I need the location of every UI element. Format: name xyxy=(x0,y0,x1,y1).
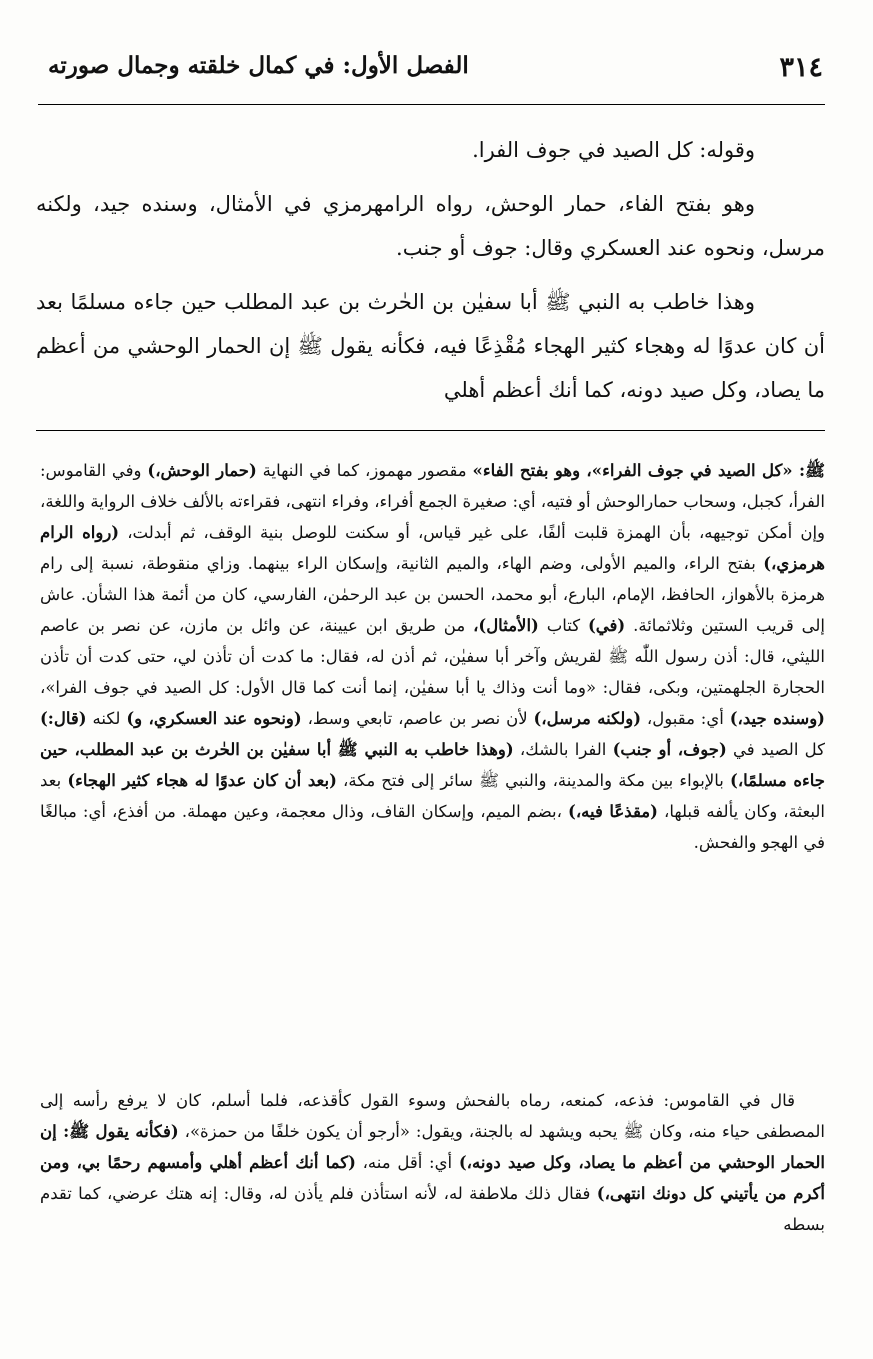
commentary-paragraph xyxy=(40,455,825,858)
commentary-quote: (ولكنه مرسل،) xyxy=(533,709,642,728)
commentary-text: وفي القاموس: الفرأ، كجبل، وسحاب حمارالوحش أو فتيه، أي: صغيرة الجمع أفراء، وفراء انتهى، فقراءته بالألف خلاف الرواية واللغة، وإن أمكن توجيهه، بأن الهمزة قلبت ألفًا، على غير قياس، أو سكنت للوصل بنية الوقف، ثم أبدلت، xyxy=(40,461,826,542)
commentary-quote: (وهذا خاطب به النبي ﷺ أبا سفيٰن بن الحٰرث بن عبد المطلب، حين جاءه مسلمًا،) xyxy=(40,740,825,790)
commentary-quote: (رواه الرام هرمزي،) xyxy=(40,523,825,573)
commentary-quote: (حمار الوحش،) xyxy=(147,461,257,480)
commentary-quote: (بعد أن كان عدوًا له هجاء كثير الهجاء) xyxy=(67,771,337,790)
matn-paragraph: وهو بفتح الفاء، حمار الوحش، رواه الرامهرمزي في الأمثال، وسنده جيد، ولكنه مرسل، ونحوه عند العسكري وقال: جوف أو جنب. xyxy=(36,192,825,260)
page-number: ٣١٤ xyxy=(779,52,823,83)
commentary-text: من طريق ابن عيينة، عن وائل بن مازن، عن نصر بن عاصم الليثي، قال: أذن رسول اللّٰه ﷺ لقريش وآخر أبا سفيٰن، ثم أذن له، فقال: ما كدت أن تأذن لي، حتى كدت أن تأذن الحجارة الجلهمتين، وبكى، فقال: «وما أنت وذاك يا أبا سفيٰن، إنما أنت كما قال الأول: كل الصيد في جوف الفرا»، xyxy=(40,616,825,697)
commentary-text: لكنه xyxy=(86,709,127,728)
running-header xyxy=(0,52,873,96)
commentary-continued xyxy=(40,1085,825,1240)
header-rule xyxy=(38,104,825,105)
commentary-text: كتاب xyxy=(538,616,588,635)
commentary-quote: (ونحوه عند العسكري، و) xyxy=(126,709,302,728)
commentary-quote: (جوف، أو جنب) xyxy=(612,740,727,759)
commentary-quote: (في) xyxy=(587,616,626,635)
commentary-text: كل الصيد في xyxy=(726,740,825,759)
commentary-text: بعد البعثة، وكان يألفه قبلها، xyxy=(40,771,826,821)
commentary-text: قال في القاموس: فذعه، كمنعه، رماه بالفحش وسوء القول كأقذعه، فلما أسلم، كان لا يرفع رأسه إلى المصطفى حياء منه، وكان ﷺ يحبه ويشهد له بالجنة، ويقول: «أرجو أن يكون خلفًا من حمزة»، xyxy=(40,1091,825,1141)
commentary-quote: (كما أنك أعظم أهلي وأمسهم رحمًا بي، ومن أكرم من يأتيني كل دونك انتهى،) xyxy=(40,1153,825,1203)
commentary-paragraph xyxy=(40,1085,825,1240)
commentary-quote: (مقذعًا فيه،) xyxy=(568,802,658,821)
commentary-separator xyxy=(36,430,825,431)
commentary-text: لأن نصر بن عاصم، تابعي وسط، xyxy=(301,709,534,728)
commentary-quote: ﷺ: «كل الصيد في جوف الفراء»، وهو بفتح الفاء» xyxy=(472,461,826,480)
commentary-text: بفتح الراء، والميم الأولى، وضم الهاء، والميم الثانية، وإسكان الراء بينهما. وزاي منقوطة، نسبة إلى رام هرمزة بالأهواز، الحافظ، الإمام، البارع، أبو محمد، الحسن بن عبد الرحمٰن، الفارسي، كان من أئمة هذا الشأن. عاش إلى قريب الستين وثلاثمائة. xyxy=(40,554,825,635)
commentary-text: أي: أقل منه، xyxy=(355,1153,459,1172)
commentary-text: فقال ذلك ملاطفة له، لأنه استأذن فلم يأذن له، وقال: إنه هتك عرضي، كما تقدم بسطه xyxy=(40,1184,825,1234)
commentary-text: أي: مقبول، xyxy=(641,709,730,728)
commentary xyxy=(40,455,825,858)
commentary-quote: (الأمثال)، xyxy=(473,616,539,635)
commentary-text: مقصور مهموز، كما في النهاية xyxy=(256,461,473,480)
matn-paragraph: وقوله: كل الصيد في جوف الفرا. xyxy=(472,138,755,162)
commentary-quote: (قال:) xyxy=(40,709,87,728)
main-text xyxy=(36,128,825,422)
commentary-text: بالإبواء بين مكة والمدينة، والنبي ﷺ سائر إلى فتح مكة، xyxy=(336,771,731,790)
matn-paragraph: وهذا خاطب به النبي ﷺ أبا سفيٰن بن الحٰرث بن عبد المطلب حين جاءه مسلمًا بعد أن كان عدوًا له وهجاء كثير الهجاء مُقْذِعًا فيه، فكأنه يقول ﷺ إن الحمار الوحشي من أعظم ما يصاد، وكل صيد دونه، كما أنك أعظم أهلي xyxy=(36,290,825,402)
commentary-text: ،بضم الميم، وإسكان القاف، وذال معجمة، وعين مهملة. من أفذع، أي: مبالغًا في الهجو والفحش. xyxy=(40,802,825,852)
commentary-text: الفرا بالشك، xyxy=(513,740,613,759)
commentary-quote: (وسنده جيد،) xyxy=(729,709,825,728)
chapter-title: الفصل الأول: في كمال خلقته وجمال صورته xyxy=(48,52,469,79)
commentary-quote: (فكأنه يقول ﷺ: إن الحمار الوحشي من أعظم ما يصاد، وكل صيد دونه،) xyxy=(40,1122,825,1172)
